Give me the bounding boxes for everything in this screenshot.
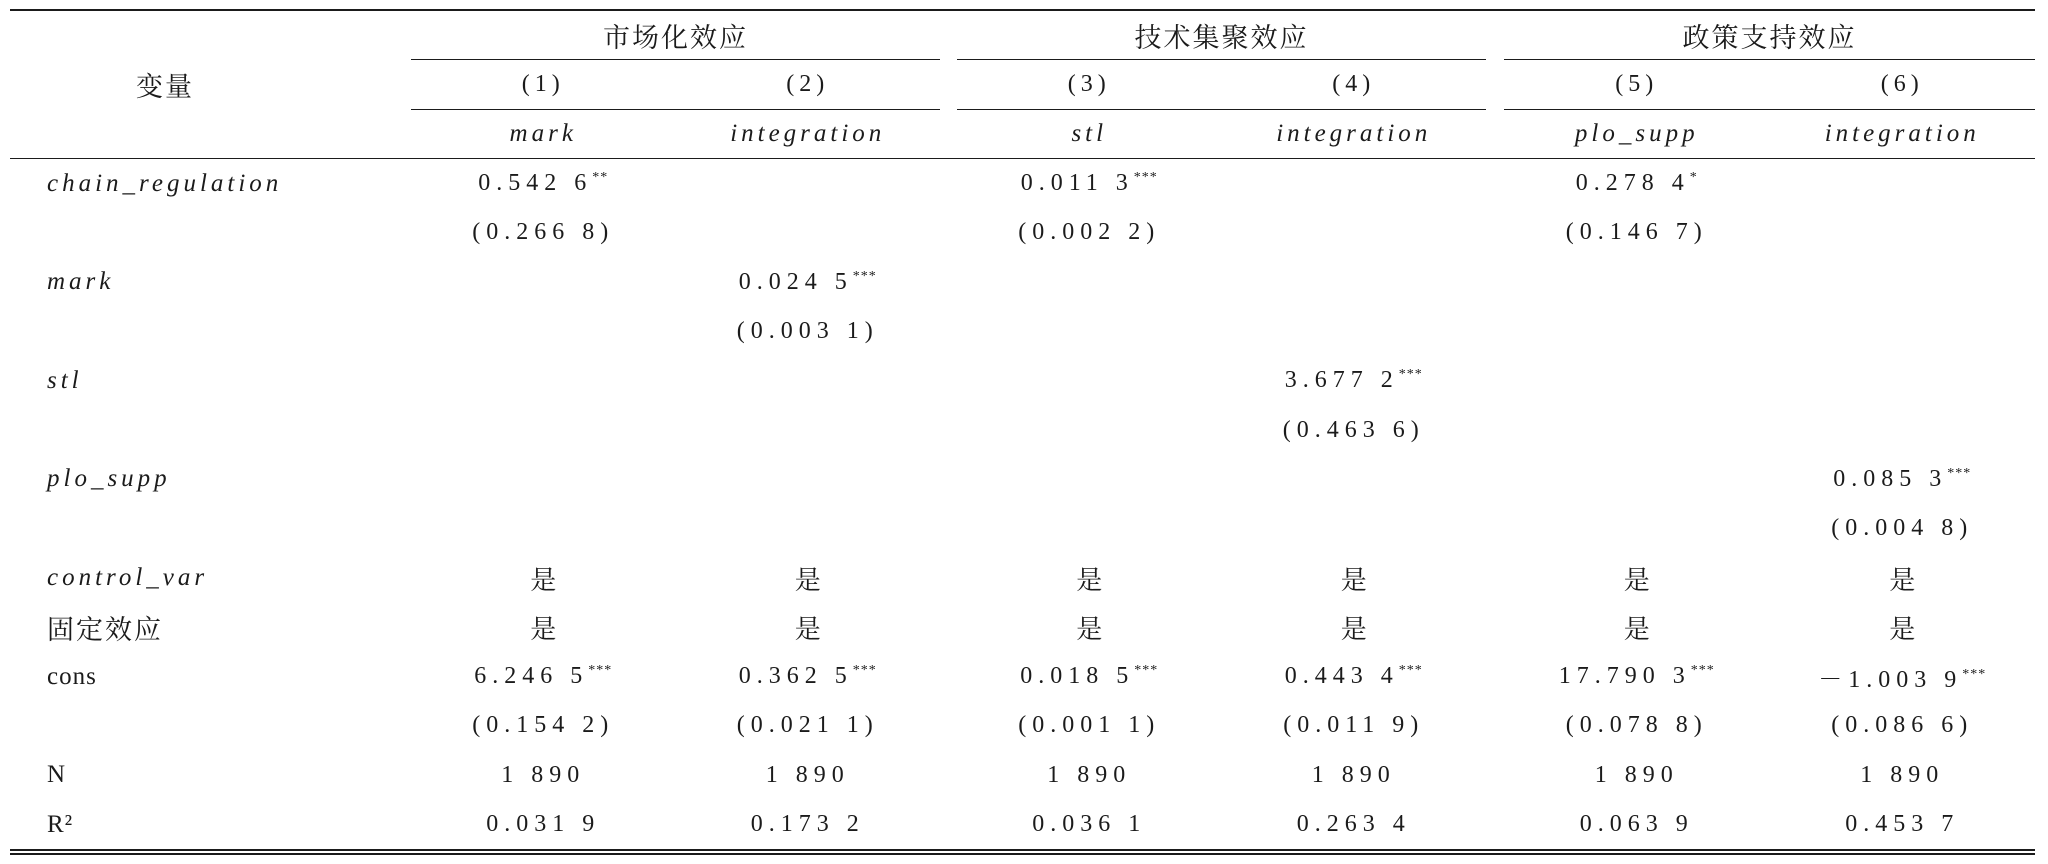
empty-cell bbox=[1770, 208, 2036, 257]
empty-cell bbox=[957, 405, 1222, 454]
empty-cell bbox=[1504, 356, 1770, 405]
column-gap bbox=[1486, 553, 1504, 602]
row-label: R² bbox=[47, 810, 74, 838]
column-gap bbox=[1486, 159, 1504, 209]
statistic-cell: 1 890 bbox=[765, 761, 850, 788]
dependent-variable: stl bbox=[957, 110, 1222, 159]
row-label: plo_supp bbox=[47, 465, 171, 493]
empty-cell bbox=[1770, 356, 2036, 405]
column-gap bbox=[940, 553, 957, 602]
indicator-cell: 是 bbox=[1889, 565, 1916, 595]
row-label: cons bbox=[47, 662, 97, 690]
coefficient-cell bbox=[957, 159, 1222, 209]
group-header-market: 市场化效应 bbox=[411, 10, 940, 60]
coefficient-value: 3.677 2 bbox=[1284, 367, 1399, 394]
significance-stars: *** bbox=[1134, 663, 1159, 679]
coefficient-value: 0.362 5 bbox=[738, 663, 853, 690]
standard-error-cell: (0.078 8) bbox=[1565, 712, 1708, 739]
empty-cell bbox=[1504, 258, 1770, 307]
column-number: (3) bbox=[957, 60, 1222, 110]
table-row bbox=[10, 307, 2035, 356]
row-label-empty bbox=[10, 405, 411, 454]
row-label-empty bbox=[10, 307, 411, 356]
column-number: (4) bbox=[1222, 60, 1487, 110]
standard-error-cell: (0.004 8) bbox=[1831, 515, 1974, 542]
coefficient-cell bbox=[1222, 652, 1487, 701]
table-row bbox=[10, 405, 2035, 454]
empty-cell bbox=[1770, 307, 2036, 356]
coefficient-cell bbox=[1504, 159, 1770, 209]
empty-cell bbox=[1504, 405, 1770, 454]
empty-cell bbox=[676, 208, 941, 257]
column-gap bbox=[940, 60, 957, 110]
statistic-cell: 1 890 bbox=[1860, 761, 1945, 788]
table-row bbox=[10, 553, 2035, 602]
table-row bbox=[10, 504, 2035, 553]
column-gap bbox=[1486, 10, 1504, 60]
column-gap bbox=[940, 455, 957, 504]
significance-stars: *** bbox=[1398, 367, 1423, 383]
standard-error-cell: (0.001 1) bbox=[1018, 712, 1161, 739]
coefficient-cell bbox=[1770, 455, 2036, 504]
indicator-cell: 是 bbox=[794, 614, 821, 644]
header-group-row bbox=[10, 10, 2035, 60]
indicator-cell: 是 bbox=[1340, 614, 1367, 644]
table-row bbox=[10, 258, 2035, 307]
empty-cell bbox=[411, 356, 676, 405]
column-gap bbox=[940, 800, 957, 852]
row-label-empty bbox=[10, 208, 411, 257]
column-gap bbox=[1486, 800, 1504, 852]
coefficient-value: 17.790 3 bbox=[1558, 663, 1691, 690]
statistic-cell: 1 890 bbox=[1047, 761, 1132, 788]
column-gap bbox=[1486, 60, 1504, 110]
column-gap bbox=[940, 10, 957, 60]
coefficient-value: 0.011 3 bbox=[1020, 170, 1134, 197]
standard-error-cell: (0.021 1) bbox=[736, 712, 879, 739]
dependent-variable: integration bbox=[676, 110, 941, 159]
standard-error-cell: (0.266 8) bbox=[472, 219, 615, 246]
empty-cell bbox=[957, 504, 1222, 553]
significance-stars: * bbox=[1689, 170, 1698, 186]
coefficient-value: 0.443 4 bbox=[1284, 663, 1399, 690]
table-row bbox=[10, 159, 2035, 209]
column-gap bbox=[1486, 603, 1504, 652]
column-gap bbox=[1486, 356, 1504, 405]
column-gap bbox=[940, 110, 957, 159]
empty-cell bbox=[411, 307, 676, 356]
statistic-cell: 0.063 9 bbox=[1579, 811, 1694, 837]
coefficient-cell bbox=[1222, 356, 1487, 405]
coefficient-cell bbox=[1504, 652, 1770, 701]
empty-cell bbox=[1222, 208, 1487, 257]
column-gap bbox=[1486, 455, 1504, 504]
table-row bbox=[10, 800, 2035, 852]
standard-error-cell: (0.146 7) bbox=[1565, 219, 1708, 246]
column-gap bbox=[940, 307, 957, 356]
column-number: (1) bbox=[411, 60, 676, 110]
table-row bbox=[10, 208, 2035, 257]
statistic-cell: 0.031 9 bbox=[486, 811, 601, 837]
column-gap bbox=[1486, 307, 1504, 356]
empty-cell bbox=[1770, 258, 2036, 307]
empty-cell bbox=[1222, 307, 1487, 356]
empty-cell bbox=[1222, 504, 1487, 553]
significance-stars: *** bbox=[852, 663, 877, 679]
empty-cell bbox=[957, 258, 1222, 307]
column-gap bbox=[940, 751, 957, 800]
empty-cell bbox=[1222, 159, 1487, 209]
column-gap bbox=[1486, 652, 1504, 701]
column-gap bbox=[940, 356, 957, 405]
standard-error-cell: (0.003 1) bbox=[736, 318, 879, 345]
empty-cell bbox=[957, 356, 1222, 405]
indicator-cell: 是 bbox=[794, 565, 821, 595]
regression-table bbox=[10, 9, 2035, 855]
column-gap bbox=[940, 504, 957, 553]
column-gap bbox=[1486, 208, 1504, 257]
standard-error-cell: (0.011 9) bbox=[1283, 712, 1425, 739]
group-header-tech: 技术集聚效应 bbox=[957, 10, 1486, 60]
column-gap bbox=[940, 159, 957, 209]
empty-cell bbox=[1222, 258, 1487, 307]
table-row bbox=[10, 751, 2035, 800]
empty-cell bbox=[676, 455, 941, 504]
standard-error-cell: (0.086 6) bbox=[1831, 712, 1974, 739]
table-row bbox=[10, 455, 2035, 504]
row-label: N bbox=[47, 761, 67, 789]
significance-stars: *** bbox=[1690, 663, 1715, 679]
column-gap bbox=[1486, 504, 1504, 553]
indicator-cell: 是 bbox=[1076, 614, 1103, 644]
significance-stars: *** bbox=[1962, 667, 1987, 683]
empty-cell bbox=[1504, 307, 1770, 356]
coefficient-value: 6.246 5 bbox=[474, 663, 589, 690]
coefficient-value: 0.278 4 bbox=[1575, 170, 1690, 197]
empty-cell bbox=[676, 159, 941, 209]
statistic-cell: 1 890 bbox=[501, 761, 586, 788]
coefficient-value: －1.003 9 bbox=[1818, 667, 1963, 694]
indicator-cell: 是 bbox=[1623, 565, 1650, 595]
indicator-cell: 是 bbox=[530, 565, 557, 595]
row-label: 固定效应 bbox=[47, 614, 163, 645]
empty-cell bbox=[676, 504, 941, 553]
indicator-cell: 是 bbox=[1076, 565, 1103, 595]
coefficient-cell bbox=[411, 652, 676, 701]
empty-cell bbox=[411, 405, 676, 454]
table-row bbox=[10, 652, 2035, 701]
row-label-empty bbox=[10, 701, 411, 750]
row-label: stl bbox=[47, 366, 83, 394]
column-gap bbox=[940, 652, 957, 701]
dependent-variable: integration bbox=[1770, 110, 2036, 159]
empty-cell bbox=[1504, 504, 1770, 553]
significance-stars: *** bbox=[1398, 663, 1423, 679]
indicator-cell: 是 bbox=[1340, 565, 1367, 595]
table-row bbox=[10, 603, 2035, 652]
row-label: chain_regulation bbox=[47, 169, 283, 197]
column-gap bbox=[940, 208, 957, 257]
dependent-variable: plo_supp bbox=[1504, 110, 1770, 159]
column-gap bbox=[1486, 258, 1504, 307]
row-label: control_var bbox=[47, 564, 209, 592]
statistic-cell: 1 890 bbox=[1311, 761, 1396, 788]
standard-error-cell: (0.002 2) bbox=[1018, 219, 1161, 246]
indicator-cell: 是 bbox=[1623, 614, 1650, 644]
group-header-policy: 政策支持效应 bbox=[1504, 10, 2035, 60]
significance-stars: *** bbox=[1947, 465, 1972, 481]
statistic-cell: 0.263 4 bbox=[1296, 811, 1411, 837]
dependent-variable: mark bbox=[411, 110, 676, 159]
significance-stars: *** bbox=[852, 268, 877, 284]
coefficient-cell bbox=[411, 159, 676, 209]
coefficient-cell bbox=[1770, 652, 2036, 701]
significance-stars: *** bbox=[588, 663, 613, 679]
empty-cell bbox=[957, 455, 1222, 504]
row-label: mark bbox=[47, 268, 115, 296]
empty-cell bbox=[1504, 455, 1770, 504]
statistic-cell: 0.173 2 bbox=[750, 811, 865, 837]
empty-cell bbox=[1222, 455, 1487, 504]
coefficient-value: 0.018 5 bbox=[1020, 663, 1135, 690]
empty-cell bbox=[676, 356, 941, 405]
standard-error-cell: (0.154 2) bbox=[472, 712, 615, 739]
table-row bbox=[10, 701, 2035, 750]
empty-cell bbox=[411, 258, 676, 307]
column-gap bbox=[1486, 701, 1504, 750]
significance-stars: ** bbox=[592, 170, 609, 186]
empty-cell bbox=[411, 504, 676, 553]
statistic-cell: 0.036 1 bbox=[1032, 811, 1147, 837]
column-gap bbox=[1486, 110, 1504, 159]
statistic-cell: 1 890 bbox=[1594, 761, 1679, 788]
empty-cell bbox=[957, 307, 1222, 356]
column-number: (5) bbox=[1504, 60, 1770, 110]
coefficient-value: 0.542 6 bbox=[478, 170, 593, 197]
coefficient-value: 0.085 3 bbox=[1833, 465, 1948, 492]
significance-stars: *** bbox=[1133, 170, 1158, 186]
coefficient-cell bbox=[957, 652, 1222, 701]
indicator-cell: 是 bbox=[530, 614, 557, 644]
column-gap bbox=[940, 603, 957, 652]
column-gap bbox=[1486, 405, 1504, 454]
dependent-variable: integration bbox=[1222, 110, 1487, 159]
column-number: (6) bbox=[1770, 60, 2036, 110]
standard-error-cell: (0.463 6) bbox=[1282, 416, 1425, 443]
column-gap bbox=[940, 405, 957, 454]
column-gap bbox=[1486, 751, 1504, 800]
column-number: (2) bbox=[676, 60, 941, 110]
empty-cell bbox=[1770, 405, 2036, 454]
row-label-empty bbox=[10, 504, 411, 553]
empty-cell bbox=[1770, 159, 2036, 209]
coefficient-value: 0.024 5 bbox=[738, 268, 853, 295]
column-gap bbox=[940, 258, 957, 307]
empty-cell bbox=[411, 455, 676, 504]
statistic-cell: 0.453 7 bbox=[1845, 811, 1960, 837]
table-row bbox=[10, 356, 2035, 405]
indicator-cell: 是 bbox=[1889, 614, 1916, 644]
coefficient-cell bbox=[676, 258, 941, 307]
empty-cell bbox=[676, 405, 941, 454]
coefficient-cell bbox=[676, 652, 941, 701]
variable-header: 变量 bbox=[10, 10, 411, 159]
column-gap bbox=[940, 701, 957, 750]
